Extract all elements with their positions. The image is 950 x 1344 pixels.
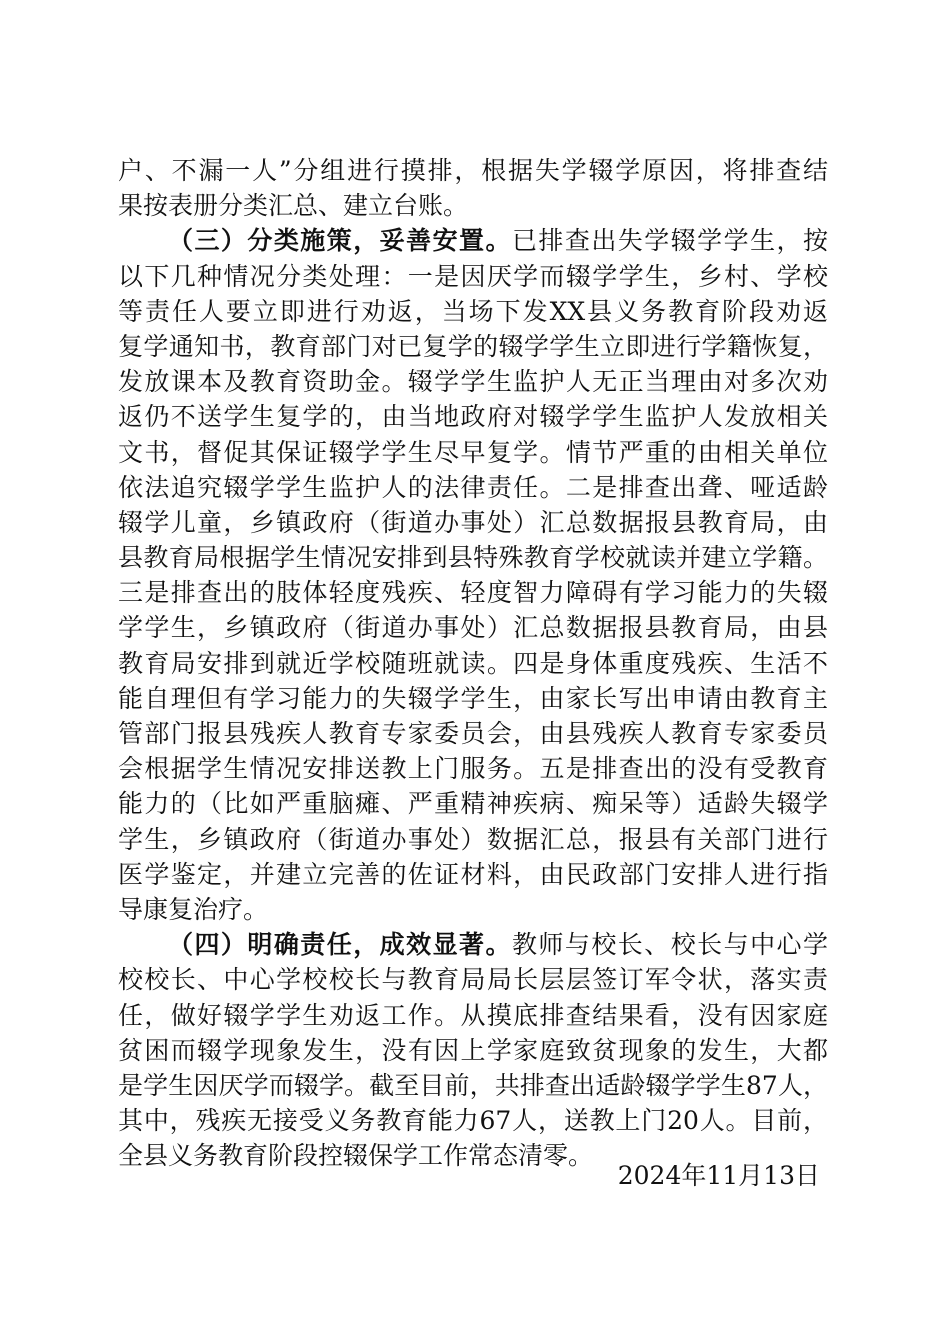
section-4-first-line-text: 教师与校长、校长与中心学 (511, 930, 828, 960)
text-line: 会根据学生情况安排送教上门服务。五是排查出的没有受教育 (118, 754, 828, 784)
text-line: 户、不漏一人”分组进行摸排，根据失学辍学原因，将排查结 (118, 156, 828, 185)
text-line: 以下几种情况分类处理：一是因厌学而辍学学生，乡村、学校 (118, 261, 828, 291)
text-line: 复学通知书，教育部门对已复学的辍学学生立即进行学籍恢复， (118, 331, 828, 361)
text-line: 依法追究辍学学生监护人的法律责任。二是排查出聋、哑适龄 (118, 472, 828, 502)
text-line: 学学生，乡镇政府（街道办事处）汇总数据报县教育局，由县 (118, 613, 828, 643)
section-3-first-line (118, 223, 828, 258)
text-line: 等责任人要立即进行劝返，当场下发XX县义务教育阶段劝返 (118, 296, 828, 326)
text-line: 学生，乡镇政府（街道办事处）数据汇总，报县有关部门进行 (118, 824, 828, 854)
text-line: 能自理但有学习能力的失辍学学生，由家长写出申请由教育主 (118, 683, 828, 713)
text-line: 全县义务教育阶段控辍保学工作常态清零。 (118, 1141, 594, 1171)
text-line: 能力的（比如严重脑瘫、严重精神疾病、痴呆等）适龄失辍学 (118, 789, 828, 819)
text-line: 医学鉴定，并建立完善的佐证材料，由民政部门安排人进行指 (118, 859, 828, 889)
text-line: 校校长、中心学校校长与教育局局长层层签订军令状，落实责 (118, 965, 828, 995)
text-line: 果按表册分类汇总、建立台账。 (118, 191, 469, 221)
text-line: 其中，残疾无接受义务教育能力67人，送教上门20人。目前， (118, 1106, 828, 1136)
section-4-heading: （四）明确责任，成效显著。 (168, 930, 512, 960)
section-3-heading: （三）分类施策，妥善安置。 (168, 226, 512, 256)
text-line: 辍学儿童，乡镇政府（街道办事处）汇总数据报县教育局，由 (118, 507, 828, 537)
text-line: 导康复治疗。 (118, 894, 269, 924)
section-4-first-line (118, 927, 828, 962)
text-line: 是学生因厌学而辍学。截至目前，共排查出适龄辍学学生87人， (118, 1070, 828, 1100)
text-line: 发放课本及教育资助金。辍学学生监护人无正当理由对多次劝 (118, 367, 828, 397)
section-3-first-line-text: 已排查出失学辍学学生，按 (511, 226, 828, 256)
text-line: 县教育局根据学生情况安排到县特殊教育学校就读并建立学籍。 (118, 543, 828, 573)
text-line: 三是排查出的肢体轻度残疾、轻度智力障碍有学习能力的失辍 (118, 578, 828, 608)
text-line: 教育局安排到就近学校随班就读。四是身体重度残疾、生活不 (118, 648, 828, 678)
document-date: 2024年11月13日 (617, 1161, 820, 1190)
document-body (118, 153, 828, 1173)
text-line: 管部门报县残疾人教育专家委员会，由县残疾人教育专家委员 (118, 719, 828, 748)
text-line: 任，做好辍学学生劝返工作。从摸底排查结果看，没有因家庭 (118, 1000, 828, 1030)
text-line: 贫困而辍学现象发生，没有因上学家庭致贫现象的发生，大都 (118, 1035, 828, 1065)
text-line: 文书，督促其保证辍学学生尽早复学。情节严重的由相关单位 (118, 437, 828, 467)
text-line: 返仍不送学生复学的，由当地政府对辍学学生监护人发放相关 (118, 402, 828, 432)
